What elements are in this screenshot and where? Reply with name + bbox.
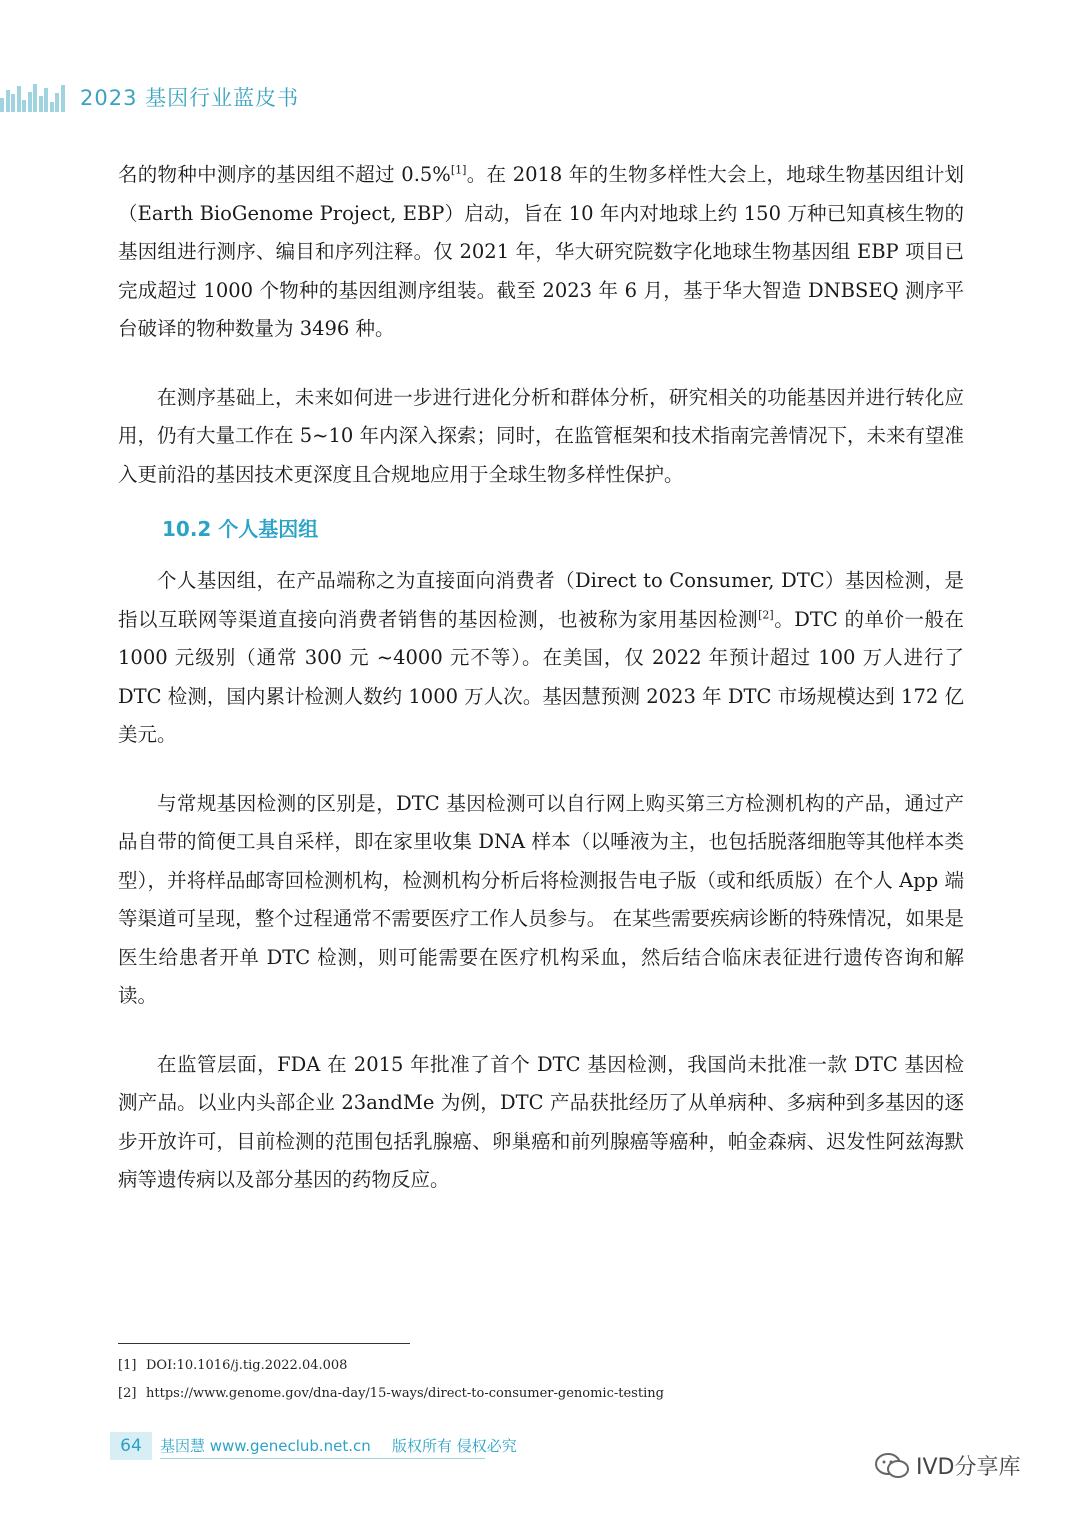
header-bar [44,88,48,112]
header-bar [0,98,4,112]
section-heading: 10.2 个人基因组 [162,517,319,541]
header-bar [6,90,10,112]
header-title: 2023 基因行业蓝皮书 [80,86,300,110]
page-number: 64 [110,1432,152,1460]
header-bar [39,96,43,112]
footnote-ref-2[interactable]: [2] [758,608,774,621]
header-bar [17,86,21,112]
footnote-2: [2] https://www.genome.gov/dna-day/15-ways/direct-to-consumer-genomic-testing [118,1386,664,1401]
paragraph-2: 在测序基础上，未来如何进一步进行进化分析和群体分析，研究相关的功能基因并进行转化应用，仍有大量工作在 5~10 年内深入探索；同时，在监管框架和技术指南完善情况下，未来有望准入更前沿的基因技术更深度且合规地应用于全球生物多样性保护。 [118,385,964,486]
footnotes [118,1356,664,1412]
footnote-1-text: DOI:10.1016/j.tig.2022.04.008 [146,1358,348,1373]
footnote-2-link[interactable]: https://www.genome.gov/dna-day/15-ways/direct-to-consumer-genomic-testing [146,1386,664,1401]
footer-brand: 基因慧 www.geneclub.net.cn [160,1437,371,1455]
header-barcode-decoration [0,78,66,112]
paragraph-5: 在监管层面，FDA 在 2015 年批准了首个 DTC 基因检测，我国尚未批准一款 DTC 基因检测产品。以业内头部企业 23andMe 为例，DTC 产品获批经历了从单病种、多病种到多基因的逐步开放许可，目前检测的范围包括乳腺癌、卵巢癌和前列腺癌等癌种，帕金森病、迟发性阿兹海默病等遗传病以及部分基因的药物反应。 [118,1052,964,1191]
header-bar [55,93,59,112]
header-bar [22,100,26,112]
watermark [874,1450,1020,1481]
footer-underline [160,1458,485,1459]
wechat-icon [874,1452,910,1480]
header-bar [11,94,15,112]
watermark-text: IVD分享库 [916,1455,1021,1480]
footnote-divider [118,1343,410,1344]
header-bar [61,85,65,112]
body-content [118,156,964,1219]
paragraph-1: 名的物种中测序的基因组不超过 0.5%[1]。在 2018 年的生物多样性大会上，地球生物基因组计划（Earth BioGenome Project, EBP）启动，旨在 10 年内对地球上约 150 万种已知真核生物的基因组进行测序、编目和序列注释。仅 2021 年，华大研究院数字化地球生物基因组 EBP 项目已完成超过 1000 个物种的基因组测序组装。截至 2023 年 6 月，基于华大智造 DNBSEQ 测序平台破译的物种数量为 3496 种。 [118,163,964,340]
footnote-ref-1[interactable]: [1] [450,163,467,177]
paragraph-4: 与常规基因检测的区别是，DTC 基因检测可以自行网上购买第三方检测机构的产品，通过产品自带的简便工具自采样，即在家里收集 DNA 样本（以唾液为主，也包括脱落细胞等其他样本类型），并将样品邮寄回检测机构，检测机构分析后将检测报告电子版（或和纸质版）在个人 App 端等渠道可呈现，整个过程通常不需要医疗工作人员参与。 在某些需要疾病诊断的特殊情况，如果是医生给患者开单 DTC 检测，则可能需要在医疗机构采血，然后结合临床表征进行遗传咨询和解读。 [118,791,964,1007]
footnote-1: [1] DOI:10.1016/j.tig.2022.04.008 [118,1358,348,1373]
header-bar [50,102,54,112]
footer-rights: 版权所有 侵权必究 [392,1437,517,1455]
header-bar [28,92,32,112]
page-footer [110,1432,550,1462]
running-header [0,78,400,118]
header-bar [33,84,37,112]
paragraph-3: 个人基因组，在产品端称之为直接面向消费者（Direct to Consumer, DTC）基因检测，是指以互联网等渠道直接向消费者销售的基因检测，也被称为家用基因检测[2]。DTC 的单价一般在 1000 元级别（通常 300 元 ~4000 元不等）。在美国，仅 2022 年预计超过 100 万人进行了 DTC 检测，国内累计检测人数约 1000 万人次。基因慧预测 2023 年 DTC 市场规模达到 172 亿美元。 [118,569,964,746]
